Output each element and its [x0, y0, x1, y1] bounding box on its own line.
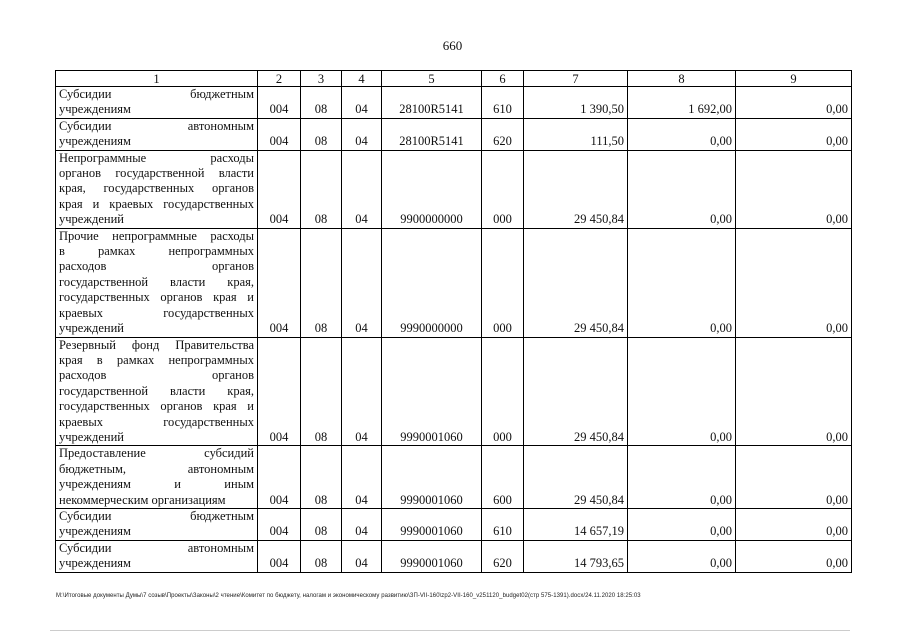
header-cell: 3: [301, 71, 342, 87]
expense-name-line: Субсидии бюджетным: [59, 508, 254, 523]
section-code-cell: 08: [301, 87, 342, 119]
expense-name-line: государственных органов края и: [59, 290, 254, 305]
amount-2021-cell: 0,00: [628, 508, 736, 540]
amount-2022-cell: 0,00: [736, 228, 852, 337]
expense-name-line: некоммерческим организациям: [59, 492, 226, 507]
ministry-code-cell: 004: [258, 337, 301, 446]
subsection-code-cell: 04: [342, 228, 382, 337]
target-article-cell: 9900000000: [382, 150, 482, 228]
target-article-cell: 9990001060: [382, 540, 482, 572]
table-row: [56, 540, 852, 572]
expense-name-line: расходов органов: [59, 259, 254, 274]
expense-name-cell: [56, 540, 258, 572]
expense-name-line: края, государственных органов: [59, 181, 254, 196]
table-row: [56, 87, 852, 119]
expense-type-cell: 600: [482, 446, 524, 509]
subsection-code-cell: 04: [342, 508, 382, 540]
amount-2022-cell: 0,00: [736, 118, 852, 150]
expense-name-line: учреждений: [59, 321, 124, 336]
expense-type-cell: 000: [482, 337, 524, 446]
ministry-code-cell: 004: [258, 228, 301, 337]
expense-name-line: в рамках непрограммных: [59, 244, 254, 259]
amount-2020-cell: 111,50: [524, 118, 628, 150]
amount-2020-cell: 29 450,84: [524, 228, 628, 337]
expense-name-line: Прочие непрограммные расходы: [59, 228, 254, 243]
section-code-cell: 08: [301, 228, 342, 337]
amount-2020-cell: 1 390,50: [524, 87, 628, 119]
expense-name-line: краевых государственных: [59, 414, 254, 429]
ministry-code-cell: 004: [258, 118, 301, 150]
amount-2021-cell: 1 692,00: [628, 87, 736, 119]
expense-name-cell: [56, 150, 258, 228]
header-cell: 6: [482, 71, 524, 87]
expense-name-cell: [56, 87, 258, 119]
expense-name-line: государственной власти края,: [59, 274, 254, 289]
expense-name-line: бюджетным, автономным: [59, 461, 254, 476]
expense-name-cell: [56, 446, 258, 509]
target-article-cell: 9990001060: [382, 508, 482, 540]
expense-name-line: Субсидии бюджетным: [59, 87, 254, 101]
header-cell: 8: [628, 71, 736, 87]
target-article-cell: 28100R5141: [382, 118, 482, 150]
amount-2022-cell: 0,00: [736, 87, 852, 119]
expense-name-cell: [56, 337, 258, 446]
table-row: [56, 118, 852, 150]
table-row: [56, 228, 852, 337]
section-code-cell: 08: [301, 540, 342, 572]
subsection-code-cell: 04: [342, 540, 382, 572]
header-row: [56, 71, 852, 87]
budget-table: [55, 70, 852, 573]
expense-type-cell: 610: [482, 508, 524, 540]
target-article-cell: 9990000000: [382, 228, 482, 337]
expense-name-line: учреждениям: [59, 524, 131, 539]
section-code-cell: 08: [301, 337, 342, 446]
expense-name-line: Предоставление субсидий: [59, 446, 254, 461]
expense-name-cell: [56, 118, 258, 150]
expense-type-cell: 620: [482, 118, 524, 150]
expense-name-line: краевых государственных: [59, 305, 254, 320]
amount-2022-cell: 0,00: [736, 508, 852, 540]
subsection-code-cell: 04: [342, 446, 382, 509]
expense-name-line: Субсидии автономным: [59, 540, 254, 555]
header-cell: 4: [342, 71, 382, 87]
expense-name-cell: [56, 228, 258, 337]
header-cell: 2: [258, 71, 301, 87]
expense-name-line: государственных органов края и: [59, 399, 254, 414]
expense-name-line: расходов органов: [59, 368, 254, 383]
expense-type-cell: 620: [482, 540, 524, 572]
amount-2021-cell: 0,00: [628, 150, 736, 228]
amount-2020-cell: 14 657,19: [524, 508, 628, 540]
target-article-cell: 9990001060: [382, 337, 482, 446]
header-cell: 9: [736, 71, 852, 87]
expense-name-line: учреждениям и иным: [59, 477, 254, 492]
expense-name-line: Резервный фонд Правительства: [59, 337, 254, 352]
expense-name-line: учреждений: [59, 429, 124, 444]
amount-2021-cell: 0,00: [628, 228, 736, 337]
header-cell: 5: [382, 71, 482, 87]
target-article-cell: 9990001060: [382, 446, 482, 509]
table-row: [56, 150, 852, 228]
subsection-code-cell: 04: [342, 337, 382, 446]
expense-name-line: учреждений: [59, 212, 124, 227]
amount-2020-cell: 29 450,84: [524, 150, 628, 228]
header-cell: 7: [524, 71, 628, 87]
amount-2022-cell: 0,00: [736, 446, 852, 509]
amount-2021-cell: 0,00: [628, 337, 736, 446]
subsection-code-cell: 04: [342, 87, 382, 119]
table-body: [56, 87, 852, 573]
table-row: [56, 508, 852, 540]
amount-2020-cell: 14 793,65: [524, 540, 628, 572]
expense-name-line: края в рамках непрограммных: [59, 352, 254, 367]
expense-type-cell: 000: [482, 150, 524, 228]
ministry-code-cell: 004: [258, 508, 301, 540]
expense-name-line: учреждениям: [59, 102, 131, 117]
expense-name-line: Субсидии автономным: [59, 118, 254, 133]
header-cell: 1: [56, 71, 258, 87]
amount-2022-cell: 0,00: [736, 540, 852, 572]
expense-name-line: органов государственной власти: [59, 166, 254, 181]
expense-name-line: Непрограммные расходы: [59, 150, 254, 165]
target-article-cell: 28100R5141: [382, 87, 482, 119]
section-code-cell: 08: [301, 150, 342, 228]
expense-name-line: государственной власти края,: [59, 383, 254, 398]
amount-2020-cell: 29 450,84: [524, 446, 628, 509]
ministry-code-cell: 004: [258, 87, 301, 119]
section-code-cell: 08: [301, 118, 342, 150]
subsection-code-cell: 04: [342, 150, 382, 228]
page-number: 660: [442, 38, 463, 53]
expense-name-line: учреждениям: [59, 556, 131, 571]
expense-name-cell: [56, 508, 258, 540]
expense-name-line: учреждениям: [59, 134, 131, 149]
amount-2020-cell: 29 450,84: [524, 337, 628, 446]
section-code-cell: 08: [301, 446, 342, 509]
amount-2021-cell: 0,00: [628, 540, 736, 572]
table-row: [56, 337, 852, 446]
table-row: [56, 446, 852, 509]
amount-2022-cell: 0,00: [736, 150, 852, 228]
ministry-code-cell: 004: [258, 540, 301, 572]
amount-2022-cell: 0,00: [736, 337, 852, 446]
bottom-rule: [50, 630, 850, 631]
expense-name-line: края и краевых государственных: [59, 196, 254, 211]
ministry-code-cell: 004: [258, 446, 301, 509]
amount-2021-cell: 0,00: [628, 446, 736, 509]
expense-type-cell: 000: [482, 228, 524, 337]
amount-2021-cell: 0,00: [628, 118, 736, 150]
document-path-footer: M:\Итоговые документы Думы\7 созыв\Проекты\Законы\2 чтение\Комитет по бюджету, налогам и экономическому развитию\ЗП-VII-160\zp2-VII-160_v251120_budget02(стр 575-1391).docx/24.11.2020 18:25:03: [56, 593, 641, 599]
ministry-code-cell: 004: [258, 150, 301, 228]
section-code-cell: 08: [301, 508, 342, 540]
subsection-code-cell: 04: [342, 118, 382, 150]
expense-type-cell: 610: [482, 87, 524, 119]
